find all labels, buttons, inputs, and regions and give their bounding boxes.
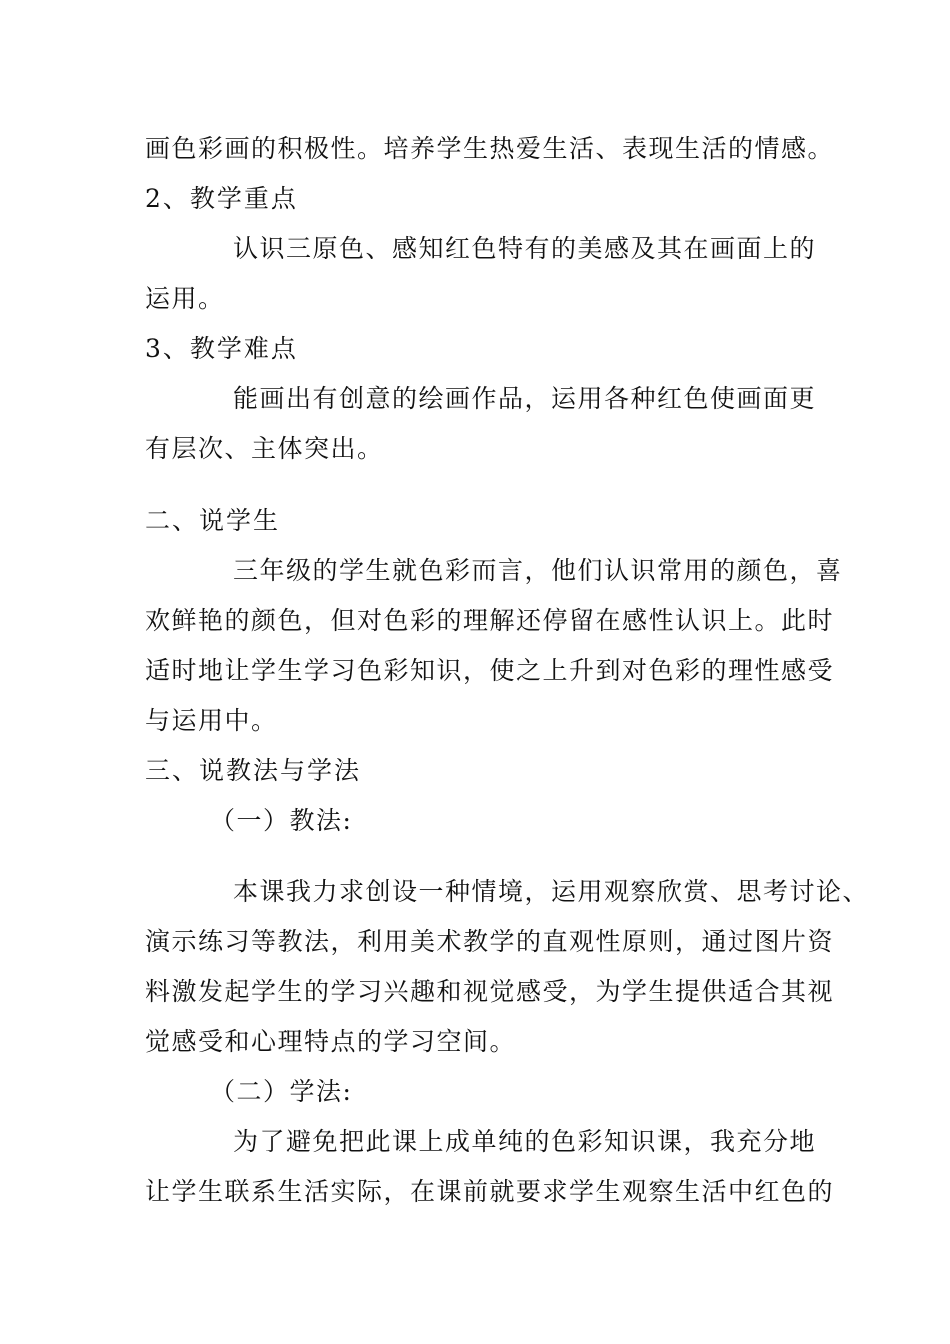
paragraph-line-12: 与运用中。	[145, 706, 278, 735]
paragraph-line-1: 画色彩画的积极性。培养学生热爱生活、表现生活的情感。	[145, 134, 835, 163]
paragraph-line-21: 让学生联系生活实际，在课前就要求学生观察生活中红色的	[145, 1177, 835, 1206]
paragraph-line-10: 欢鲜艳的颜色，但对色彩的理解还停留在感性认识上。此时	[145, 606, 835, 635]
subheading-learning-method: （二）学法:	[210, 1077, 353, 1106]
section-heading-teaching-difficulty: 3、教学难点	[145, 334, 298, 363]
subheading-teaching-method: （一）教法:	[210, 806, 353, 835]
section-heading-students: 二、说学生	[145, 506, 281, 535]
paragraph-line-4: 运用。	[145, 284, 225, 313]
paragraph-line-9: 三年级的学生就色彩而言，他们认识常用的颜色，喜	[233, 556, 843, 585]
paragraph-line-11: 适时地让学生学习色彩知识，使之上升到对色彩的理性感受	[145, 656, 835, 685]
paragraph-line-6: 能画出有创意的绘画作品，运用各种红色使画面更	[233, 384, 817, 413]
paragraph-line-17: 料激发起学生的学习兴趣和视觉感受，为学生提供适合其视	[145, 977, 835, 1006]
paragraph-line-3: 认识三原色、感知红色特有的美感及其在画面上的	[233, 234, 817, 263]
section-heading-methods: 三、说教法与学法	[145, 756, 362, 785]
paragraph-line-16: 演示练习等教法，利用美术教学的直观性原则，通过图片资	[145, 927, 835, 956]
paragraph-line-15: 本课我力求创设一种情境，运用观察欣赏、思考讨论、	[233, 877, 870, 906]
paragraph-line-18: 觉感受和心理特点的学习空间。	[145, 1027, 517, 1056]
section-heading-teaching-focus: 2、教学重点	[145, 184, 298, 213]
paragraph-line-20: 为了避免把此课上成单纯的色彩知识课，我充分地	[233, 1127, 817, 1156]
paragraph-line-7: 有层次、主体突出。	[145, 434, 384, 463]
